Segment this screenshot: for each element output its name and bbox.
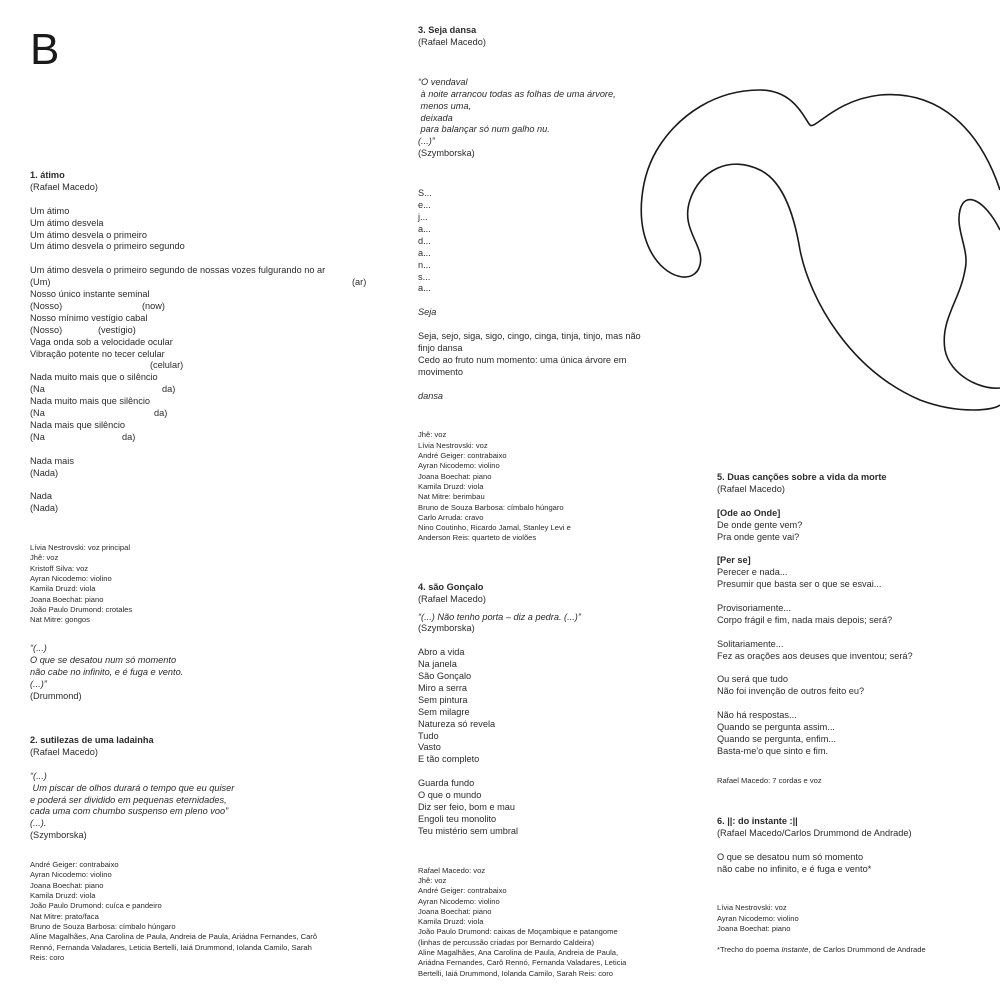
lyric-line: O que se desatou num só momento — [717, 851, 864, 862]
lyric-echo-right: (ar) — [352, 277, 367, 288]
lyric-line: Seja — [418, 307, 437, 318]
credit-line: Kamila Druzd: viola — [30, 891, 96, 901]
epigraph-line: (...)” — [30, 679, 47, 690]
credit-line: Joana Boechat: piano — [30, 594, 104, 604]
epigraph-line: e poderá ser dividido em pequenas eternidades, — [30, 794, 227, 805]
credit-line: Bruno de Souza Barbosa: címbalo húngaro — [418, 502, 564, 512]
credit-line: Kamila Druzd: viola — [418, 917, 484, 927]
credit-line: Anderson Reis: quarteto de violões — [418, 533, 537, 543]
credit-line: Lívia Nestrovski: voz — [418, 440, 488, 450]
lyric-line: Quando se pergunta, enfim... — [717, 733, 837, 744]
epigraph-line: não cabe no infinito, e é fuga e vento. — [30, 667, 184, 678]
lyric-line: Nada — [30, 491, 52, 502]
credit-line: Kristoff Silva: voz — [30, 563, 89, 573]
lyric-line: Nada muito mais que silêncio — [30, 396, 151, 407]
epigraph-line: “(...) Não tenho porta – diz a pedra. (...)” — [418, 611, 581, 622]
lyric-line: Solitariamente... — [717, 638, 784, 649]
track-2-title: 2. sutilezas de uma ladainha — [30, 735, 154, 746]
epigraph-author: (Drummond) — [30, 691, 82, 702]
lyric-line: Nada mais que silêncio — [30, 419, 125, 430]
lyric-line: Não foi invenção de outros feito eu? — [717, 686, 865, 697]
credit-line: Joana Boechat: piano — [418, 906, 492, 916]
lyric-line: Natureza só revela — [418, 718, 496, 729]
credit-line: Nat Mitre: prato/faca — [30, 911, 99, 921]
epigraph-line: O que se desatou num só momento — [30, 655, 177, 666]
lyric-line: Nosso mínimo vestígio cabal — [30, 312, 148, 323]
lyric-line: Quando se pergunta assim... — [717, 721, 835, 732]
credit-line: Nino Coutinho, Ricardo Jamal, Stanley Levi e — [418, 523, 571, 533]
lyric-line: Engoli teu monolito — [418, 813, 497, 824]
track-4-title: 4. são Gonçalo — [418, 581, 484, 592]
lyric-echo-left: (Um) — [30, 277, 51, 288]
lyric-echo-left: (Nosso) — [30, 300, 63, 311]
credit-line: André Geiger: contrabaixo — [418, 451, 507, 461]
lyric-echo-right: da) — [162, 384, 176, 395]
track-3-author: (Rafael Macedo) — [418, 36, 486, 47]
credit-line: João Paulo Drumond: crotales — [30, 604, 133, 614]
credit-line: André Geiger: contrabaixo — [418, 886, 507, 896]
footnote — [717, 945, 987, 955]
credit-line: Kamila Druzd: viola — [30, 584, 96, 594]
subsection-title: [Ode ao Onde] — [717, 507, 781, 518]
lyric-line: (Nada) — [30, 503, 59, 514]
credit-line: Jhê: voz — [30, 553, 59, 563]
track-6-title: 6. ||: do instante :|| — [717, 815, 798, 826]
epigraph-author: (Szymborska) — [418, 623, 475, 634]
credit-line: Ayran Nicodemo: violino — [418, 896, 500, 906]
epigraph-line: Um piscar de olhos durará o tempo que eu quiser — [30, 782, 235, 793]
track-2-author: (Rafael Macedo) — [30, 746, 98, 757]
credit-line: André Geiger: contrabaixo — [30, 860, 119, 870]
credit-line: Bertelli, Iaiá Drummond, Iolanda Camilo, Sarah Reis: coro — [418, 968, 613, 978]
epigraph-line: (...). — [30, 818, 47, 829]
lyric-line: O que o mundo — [418, 790, 482, 801]
spelled-letter: s... — [418, 271, 431, 282]
lyric-line: Seja, sejo, siga, sigo, cingo, cinga, tinja, tinjo, mas não — [418, 331, 641, 341]
credit-line: João Paulo Drumond: caixas de Moçambique e patangome — [418, 927, 618, 937]
lyric-line: Sem pintura — [418, 694, 468, 705]
lyric-line: Na janela — [418, 659, 457, 670]
subsection-title: [Per se] — [717, 555, 751, 566]
lyric-line: Ou será que tudo — [717, 674, 788, 685]
lyric-line: Provisoriamente... — [717, 602, 792, 613]
lyric-line: De onde gente vem? — [717, 519, 803, 530]
footnote-text: , de Carlos Drummond de Andrade — [808, 944, 926, 954]
lyric-line: Perecer e nada... — [717, 567, 788, 578]
credit-line: Joana Boechat: piano — [418, 471, 492, 481]
side-letter: B — [30, 25, 60, 74]
spelled-letter: d... — [418, 235, 431, 246]
lyric-echo-right: da) — [122, 431, 136, 442]
epigraph-line: à noite arrancou todas as folhas de uma árvore, — [418, 88, 616, 99]
lyric-line: Cedo ao fruto num momento: uma única árvore em — [418, 354, 627, 365]
credit-line: Ayran Nicodemo: violino — [30, 574, 112, 583]
credit-line: Ayran Nicodemo: violino — [30, 870, 112, 880]
lyric-echo-right: (celular) — [150, 360, 184, 371]
credit-line: Nat Mitre: berimbau — [418, 492, 485, 502]
track-4-author: (Rafael Macedo) — [418, 593, 486, 604]
spelled-letter: n... — [418, 259, 431, 270]
credit-line: Carlo Arruda: cravo — [418, 512, 484, 522]
column-left — [30, 170, 375, 963]
track-3-title: 3. Seja dansa — [418, 25, 477, 35]
lyric-line: Miro a serra — [418, 682, 468, 693]
track-1-title: 1. átimo — [30, 170, 65, 180]
lyric-line: movimento — [418, 366, 463, 377]
spelled-letter: e... — [418, 200, 431, 211]
lyric-line: (Nada) — [30, 467, 59, 478]
credit-line: Lívia Nestrovski: voz principal — [30, 543, 131, 553]
credit-line: (linhas de percussão criadas por Bernardo Caldeira) — [418, 937, 595, 947]
credit-line: Kamila Druzd: viola — [418, 481, 484, 491]
lyric-echo-left: (Na — [30, 431, 45, 442]
lyric-line: Nada mais — [30, 455, 74, 466]
spelled-letter: j... — [418, 211, 428, 222]
credit-line: João Paulo Drumond: cuíca e pandeiro — [30, 901, 162, 911]
lyric-line: Um átimo desvela o primeiro — [30, 229, 147, 240]
column-right — [717, 472, 987, 955]
lyric-line: dansa — [418, 390, 444, 401]
credit-line: Bruno de Souza Barbosa: címbalo húngaro — [30, 921, 176, 931]
spelled-letter: a... — [418, 247, 431, 258]
lyric-line: Corpo frágil e fim, nada mais depois; será? — [717, 614, 893, 625]
lyric-line: Vasto — [418, 742, 441, 753]
track-5-author: (Rafael Macedo) — [717, 483, 785, 494]
lyric-line: Pra onde gente vai? — [717, 531, 800, 542]
credit-line: Ariádna Fernandes, Carô Rennó, Fernanda Valadares, Leticia — [418, 958, 627, 968]
lyric-line: não cabe no infinito, e é fuga e vento* — [717, 863, 872, 874]
lyric-line: Não há respostas... — [717, 710, 797, 721]
lyric-echo-right: (now) — [142, 300, 165, 311]
credit-line: Aline Magalhães, Ana Carolina de Paula, Andreia de Paula, Ariádna Fernandes, Carô — [30, 932, 318, 942]
lyric-line: Fez as orações aos deuses que inventou; será? — [717, 650, 913, 661]
credit-line: Joana Boechat: piano — [717, 924, 791, 934]
lyric-line: Guarda fundo — [418, 778, 475, 789]
credit-line: Rafael Macedo: voz — [418, 865, 486, 875]
lyric-line: Vibração potente no tecer celular — [30, 348, 165, 359]
spelled-letter: a... — [418, 223, 431, 234]
lyric-line: E tão completo — [418, 754, 480, 765]
credit-line: Lívia Nestrovski: voz — [717, 903, 787, 913]
lyric-line: Sem milagre — [418, 706, 470, 717]
lyric-line: Vaga onda sob a velocidade ocular — [30, 336, 173, 347]
lyric-echo-left: (Nosso) — [30, 324, 63, 335]
credit-line: Rafael Macedo: 7 cordas e voz — [717, 775, 822, 785]
lyric-echo-left: (Na — [30, 384, 45, 395]
lyric-line: Basta-me'o que sinto e fim. — [717, 745, 829, 756]
column-middle — [418, 25, 678, 979]
lyric-echo-right: (vestígio) — [98, 324, 136, 335]
credit-line: Jhê: voz — [418, 875, 447, 885]
epigraph-line: “(...) — [30, 643, 47, 654]
credit-line: Nat Mitre: gongos — [30, 615, 90, 625]
credit-line: Ayran Nicodemo: violino — [717, 913, 799, 923]
lyric-line: Abro a vida — [418, 647, 465, 658]
credit-line: Rennó, Fernanda Valadares, Leticia Bertelli, Iaiá Drummond, Iolanda Camilo, Sarah — [30, 942, 312, 952]
lyric-line: Nosso único instante seminal — [30, 289, 150, 300]
footnote-text: *Trecho do poema — [717, 944, 782, 954]
footnote-poem-title: Instante — [781, 944, 809, 954]
lyric-echo-left: (Na — [30, 408, 45, 419]
lyric-line: Presumir que basta ser o que se esvai... — [717, 579, 882, 590]
epigraph-line: menos uma, — [418, 100, 472, 111]
epigraph-author: (Szymborska) — [30, 830, 87, 841]
lyric-line: Um átimo desvela o primeiro segundo de nossas vozes fulgurando no ar — [30, 265, 326, 276]
epigraph-author: (Szymborska) — [418, 148, 475, 159]
epigraph-line: deixada — [418, 112, 453, 123]
track-6-author: (Rafael Macedo/Carlos Drummond de Andrade) — [717, 827, 912, 838]
credit-line: Reis: coro — [30, 952, 65, 962]
epigraph-line: cada uma com chumbo suspenso em pleno voo” — [30, 806, 229, 817]
lyric-line: Um átimo desvela o primeiro segundo — [30, 241, 185, 252]
lyric-line: Um átimo — [30, 205, 70, 216]
epigraph-line: “(...) — [30, 770, 47, 781]
lyric-line: Diz ser feio, bom e mau — [418, 801, 516, 812]
credit-line: Ayran Nicodemo: violino — [418, 461, 500, 471]
spelled-letter: S... — [418, 188, 432, 199]
credit-line: Joana Boechat: piano — [30, 880, 104, 890]
lyric-line: São Gonçalo — [418, 671, 472, 682]
track-5-title: 5. Duas canções sobre a vida da morte — [717, 472, 887, 482]
epigraph-line: (...)” — [418, 136, 435, 147]
track-1-author: (Rafael Macedo) — [30, 181, 98, 192]
epigraph-line: para balançar só num galho nu. — [418, 124, 550, 135]
credit-line: Jhê: voz — [418, 430, 447, 440]
lyric-line: Um átimo desvela — [30, 217, 104, 228]
lyric-line: finjo dansa — [418, 342, 463, 353]
spelled-letter: a... — [418, 283, 431, 294]
lyric-line: Tudo — [418, 730, 439, 741]
credit-line: Aline Magalhães, Ana Carolina de Paula, Andreia de Paula, — [418, 948, 619, 958]
lyric-line: Teu mistério sem umbral — [418, 825, 519, 836]
lyric-line: Nada muito mais que o silêncio — [30, 372, 158, 383]
epigraph-line: “O vendaval — [418, 76, 468, 87]
lyric-echo-right: da) — [154, 408, 168, 419]
